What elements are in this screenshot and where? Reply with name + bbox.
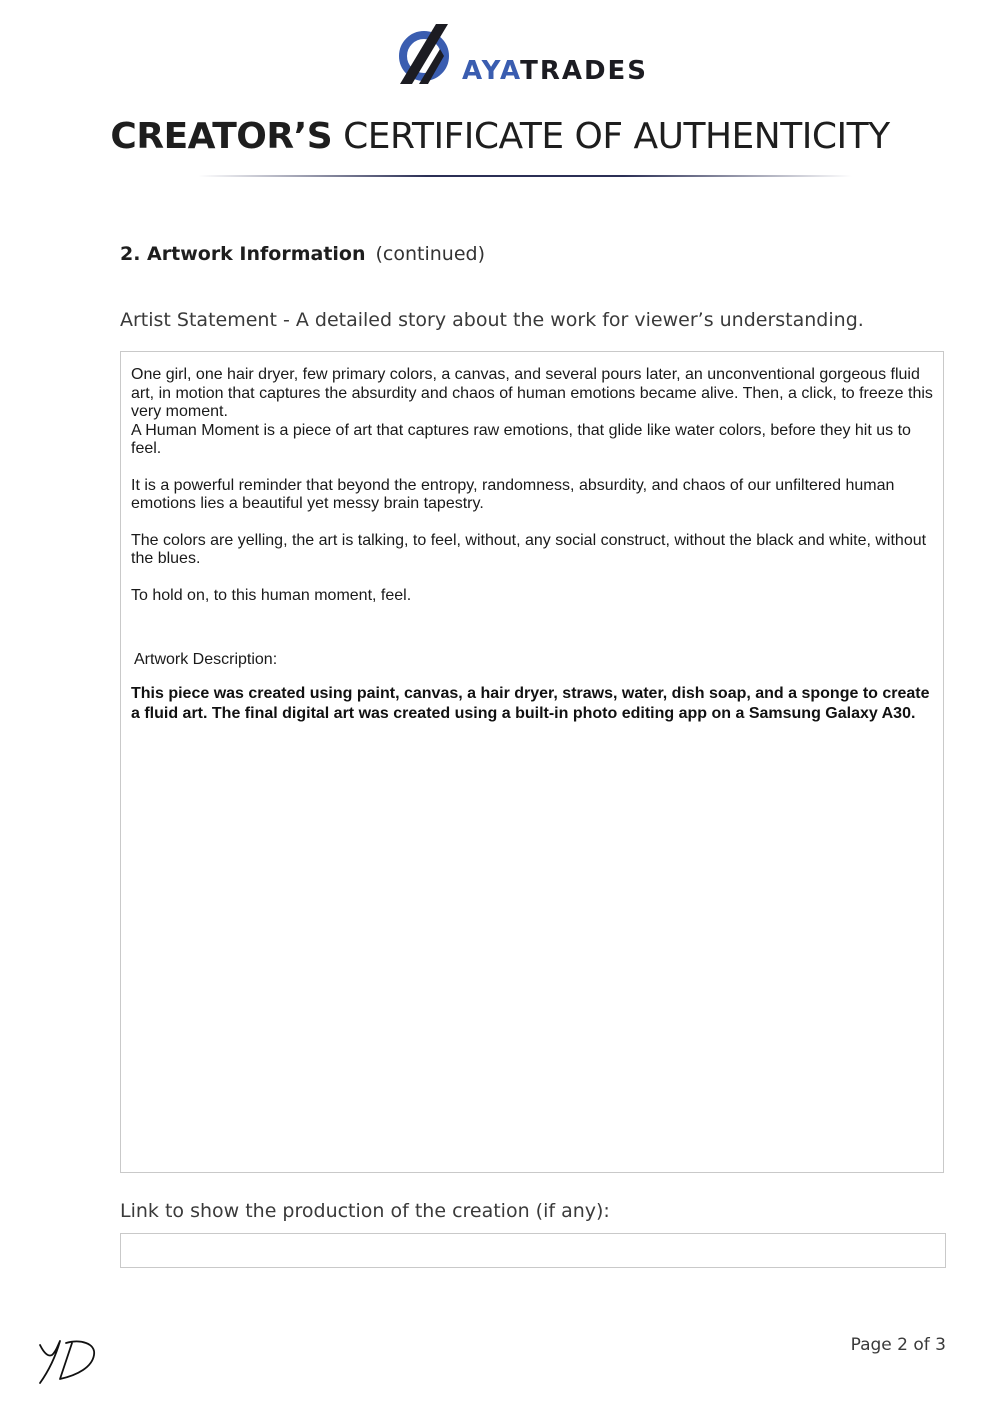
artwork-description-label: Artwork Description:	[134, 651, 278, 668]
statement-paragraph: The colors are yelling, the art is talking, to feel, without, any social construct, without the black and white, without the blues.	[131, 531, 927, 567]
production-link-field[interactable]	[120, 1233, 946, 1268]
signature-mark	[36, 1335, 102, 1387]
page-number: Page 2 of 3	[850, 1335, 946, 1355]
certificate-title-rest: CERTIFICATE OF AUTHENTICITY	[343, 116, 890, 157]
title-divider	[198, 175, 852, 177]
statement-paragraph: One girl, one hair dryer, few primary colors, a canvas, and several pours later, an unconventional gorgeous fluid art, in motion that captures the absurdity and chaos of human emotions became alive. Then, a click, to freeze this very moment.	[131, 366, 933, 420]
production-link-label: Link to show the production of the creation (if any):	[120, 1200, 610, 1222]
statement-paragraph: A Human Moment is a piece of art that captures raw emotions, that glide like water colors, before they hit us to feel.	[131, 421, 911, 457]
section-heading-title: 2. Artwork Information	[120, 243, 366, 265]
signature	[36, 1335, 102, 1387]
statement-paragraph: To hold on, to this human moment, feel.	[131, 586, 412, 604]
artist-statement-field[interactable]	[120, 351, 944, 1173]
statement-paragraph: It is a powerful reminder that beyond the entropy, randomness, absurdity, and chaos of our unfiltered human emotions lies a beautiful yet messy brain tapestry.	[131, 476, 895, 512]
artist-statement-label: Artist Statement - A detailed story about the work for viewer’s understanding.	[120, 309, 864, 331]
section-heading	[120, 243, 485, 265]
brand-name-accent: AYA	[462, 56, 521, 86]
section-heading-note: (continued)	[375, 243, 486, 265]
brand-name	[462, 58, 648, 84]
artwork-description-text: This piece was created using paint, canvas, a hair dryer, straws, water, dish soap, and a sponge to create a fluid art. The final digital art was created using a built-in photo editing app on a Samsung Galaxy A30.	[131, 684, 930, 722]
brand-logo	[398, 22, 668, 90]
brand-name-rest: TRADES	[520, 56, 649, 86]
certificate-title-bold: CREATOR’S	[110, 116, 333, 157]
ayatrades-logo-icon	[398, 22, 458, 88]
certificate-title	[0, 116, 1000, 157]
